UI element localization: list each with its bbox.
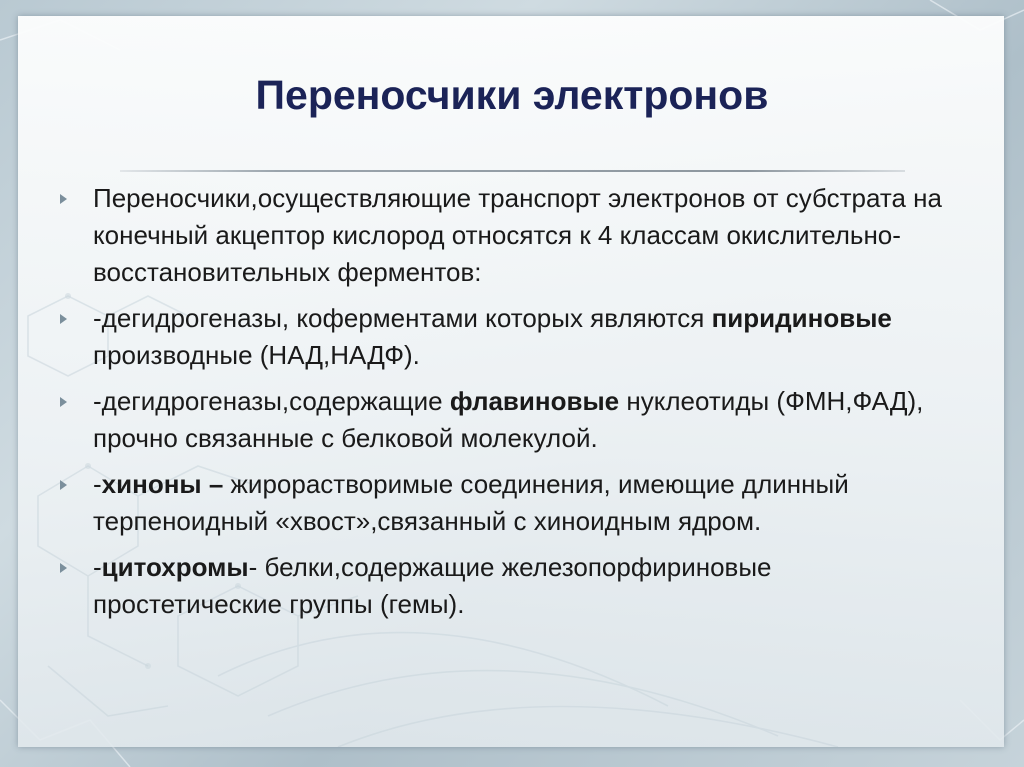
triangle-bullet-icon — [60, 563, 67, 573]
bullet-text: - белки,содержащие железопорфириновые простетические группы (гемы). — [93, 552, 772, 619]
triangle-bullet-icon — [60, 480, 67, 490]
bullet-item — [60, 300, 960, 374]
bullet-text: жирорастворимые соединения, имеющие длинный терпеноидный «хвост»,связанный с хиноидным ядром. — [93, 469, 849, 536]
triangle-bullet-icon — [60, 194, 67, 204]
bullet-bold-term: флавиновые — [449, 386, 620, 416]
title-divider — [120, 170, 905, 172]
triangle-bullet-icon — [60, 397, 67, 407]
bullet-text: - — [93, 469, 102, 499]
slide-title: Переносчики электронов — [255, 72, 769, 118]
bullet-item — [60, 180, 960, 291]
bullet-item — [60, 383, 960, 457]
bullet-text: -дегидрогеназы, коферментами которых являются — [93, 303, 712, 333]
bullet-bold-term: пиридиновые — [711, 303, 892, 333]
bullet-text: Переносчики,осуществляющие транспорт электронов от субстрата на конечный акцептор кислород относятся к 4 классам окислительно-восстановительных ферментов: — [93, 183, 942, 287]
bullet-text: нуклеотиды (ФМН,ФАД), прочно связанные с белковой молекулой. — [93, 386, 924, 453]
bullet-text: -дегидрогеназы,содержащие — [93, 386, 450, 416]
bullet-list — [60, 180, 960, 632]
bullet-bold-term: хиноны – — [101, 469, 231, 499]
bullet-text: - — [93, 552, 102, 582]
bullet-text: производные (НАД,НАДФ). — [93, 340, 420, 370]
bullet-item — [60, 549, 960, 623]
bullet-bold-term: цитохромы — [101, 552, 249, 582]
bullet-item — [60, 466, 960, 540]
triangle-bullet-icon — [60, 314, 67, 324]
